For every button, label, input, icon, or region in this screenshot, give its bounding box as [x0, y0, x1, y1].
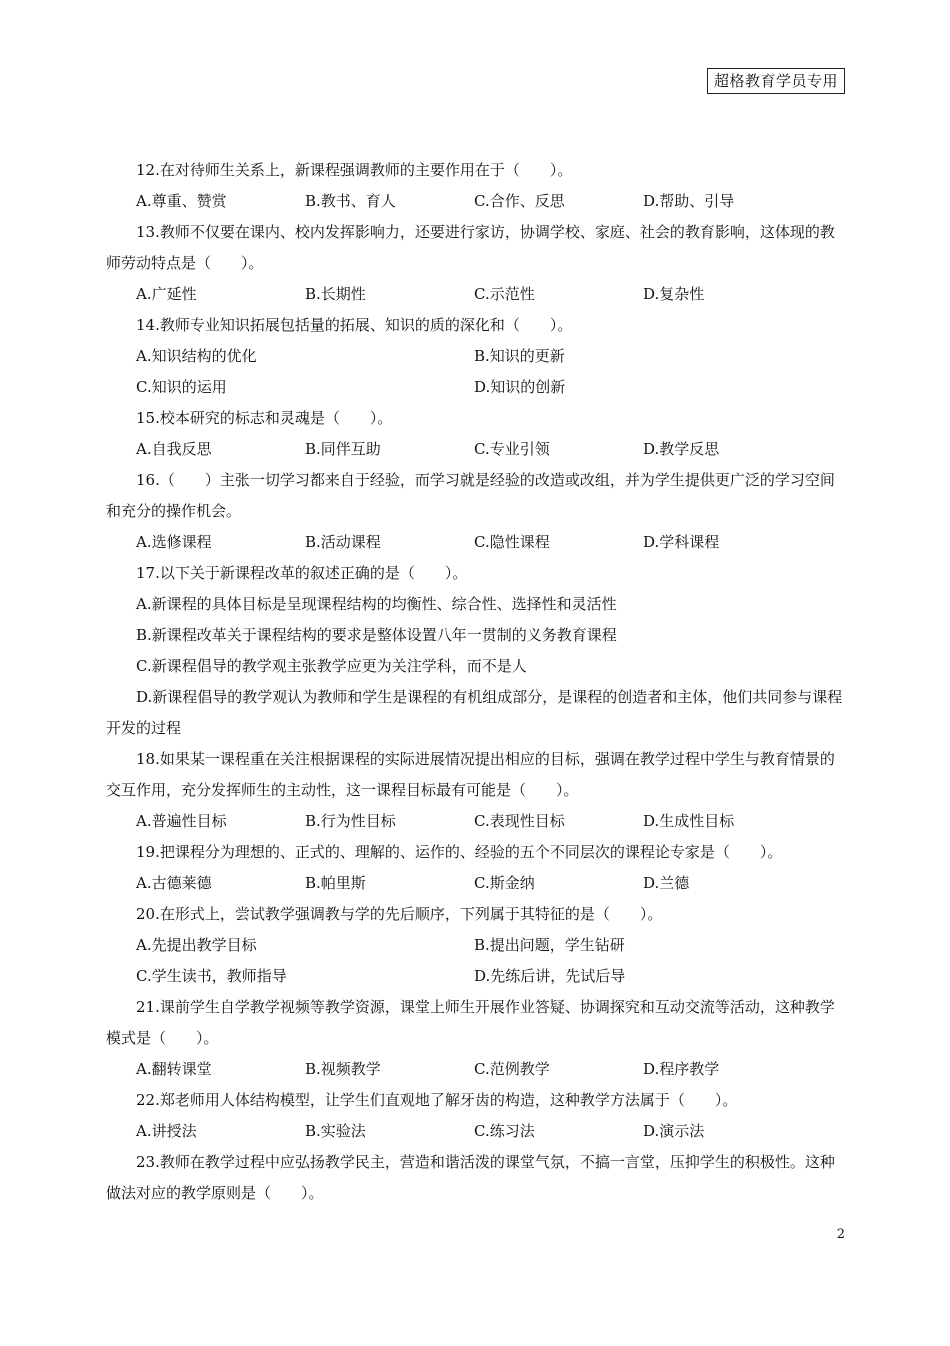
options-22 [136, 1116, 846, 1147]
option-22-c: C.练习法 [474, 1122, 535, 1140]
options-15 [136, 434, 846, 465]
option-15-c: C.专业引领 [474, 440, 550, 458]
option-22-a: A.讲授法 [136, 1122, 197, 1140]
question-23: 23.教师在教学过程中应弘扬教学民主，营造和谐活泼的课堂气氛，不搞一言堂，压抑学生的积极性。这种做法对应的教学原则是（ ）。 [106, 1153, 835, 1202]
option-15-b: B.同伴互助 [305, 440, 381, 458]
option-12-c: C.合作、反思 [474, 192, 565, 210]
question-17: 17.以下关于新课程改革的叙述正确的是（ ）。 [136, 564, 468, 582]
option-13-d: D.复杂性 [643, 285, 705, 303]
option-21-b: B.视频教学 [305, 1060, 381, 1078]
option-14-a: A.知识结构的优化 [136, 347, 257, 365]
option-17-b: B.新课程改革关于课程结构的要求是整体设置八年一贯制的义务教育课程 [136, 626, 617, 644]
option-13-c: C.示范性 [474, 285, 535, 303]
option-20-d: D.先练后讲，先试后导 [474, 967, 626, 985]
question-13: 13.教师不仅要在课内、校内发挥影响力，还要进行家访，协调学校、家庭、社会的教育影响，这体现的教师劳动特点是（ ）。 [106, 223, 835, 272]
option-15-a: A.自我反思 [136, 440, 212, 458]
option-22-b: B.实验法 [305, 1122, 366, 1140]
options-13 [136, 279, 846, 310]
question-12: 12.在对待师生关系上，新课程强调教师的主要作用在于（ ）。 [136, 161, 573, 179]
option-21-a: A.翻转课堂 [136, 1060, 212, 1078]
question-14: 14.教师专业知识拓展包括量的拓展、知识的质的深化和（ ）。 [136, 316, 573, 334]
option-22-d: D.演示法 [643, 1122, 705, 1140]
option-16-a: A.选修课程 [136, 533, 212, 551]
page-number: 2 [836, 1227, 845, 1242]
option-16-b: B.活动课程 [305, 533, 381, 551]
option-19-b: B.帕里斯 [305, 874, 366, 892]
question-20: 20.在形式上，尝试教学强调教与学的先后顺序，下列属于其特征的是（ ）。 [136, 905, 663, 923]
option-19-c: C.斯金纳 [474, 874, 535, 892]
option-13-b: B.长期性 [305, 285, 366, 303]
header-tag: 超格教育学员专用 [707, 68, 845, 94]
option-18-b: B.行为性目标 [305, 812, 396, 830]
options-14-row1 [136, 341, 846, 372]
option-18-a: A.普遍性目标 [136, 812, 227, 830]
option-20-c: C.学生读书，教师指导 [136, 967, 287, 985]
options-16 [136, 527, 846, 558]
option-15-d: D.教学反思 [643, 440, 720, 458]
options-18 [136, 806, 846, 837]
options-12 [136, 186, 846, 217]
option-21-c: C.范例教学 [474, 1060, 550, 1078]
question-19: 19.把课程分为理想的、正式的、理解的、运作的、经验的五个不同层次的课程论专家是（ ）。 [136, 843, 783, 861]
option-13-a: A.广延性 [136, 285, 197, 303]
options-21 [136, 1054, 846, 1085]
option-19-d: D.兰德 [643, 874, 690, 892]
option-16-c: C.隐性课程 [474, 533, 550, 551]
options-20-row1 [136, 930, 846, 961]
question-15: 15.校本研究的标志和灵魂是（ ）。 [136, 409, 393, 427]
option-18-c: C.表现性目标 [474, 812, 565, 830]
option-12-d: D.帮助、引导 [643, 192, 735, 210]
option-14-b: B.知识的更新 [474, 347, 565, 365]
options-19 [136, 868, 846, 899]
options-14-row2 [136, 372, 846, 403]
question-list [106, 155, 846, 1209]
options-20-row2 [136, 961, 846, 992]
option-20-a: A.先提出教学目标 [136, 936, 257, 954]
option-17-d-text: D.新课程倡导的教学观认为教师和学生是课程的有机组成部分，是课程的创造者和主体，他们共同参与课程开发的过程 [106, 688, 843, 737]
option-17-d [106, 682, 846, 744]
option-21-d: D.程序教学 [643, 1060, 720, 1078]
question-16: 16.（ ）主张一切学习都来自于经验，而学习就是经验的改造或改组，并为学生提供更广泛的学习空间和充分的操作机会。 [106, 471, 835, 520]
option-12-b: B.教书、育人 [305, 192, 396, 210]
option-14-d: D.知识的创新 [474, 378, 566, 396]
question-22: 22.郑老师用人体结构模型，让学生们直观地了解牙齿的构造，这种教学方法属于（ ）。 [136, 1091, 738, 1109]
question-21: 21.课前学生自学教学视频等教学资源，课堂上师生开展作业答疑、协调探究和互动交流等活动，这种教学模式是（ ）。 [106, 998, 835, 1047]
option-16-d: D.学科课程 [643, 533, 720, 551]
option-12-a: A.尊重、赞赏 [136, 192, 227, 210]
option-19-a: A.古德莱德 [136, 874, 212, 892]
option-20-b: B.提出问题，学生钻研 [474, 936, 625, 954]
question-18: 18.如果某一课程重在关注根据课程的实际进展情况提出相应的目标，强调在教学过程中学生与教育情景的交互作用，充分发挥师生的主动性，这一课程目标最有可能是（ ）。 [106, 750, 835, 799]
option-17-c: C.新课程倡导的教学观主张教学应更为关注学科，而不是人 [136, 657, 527, 675]
option-14-c: C.知识的运用 [136, 378, 227, 396]
option-17-a: A.新课程的具体目标是呈现课程结构的均衡性、综合性、选择性和灵活性 [136, 595, 617, 613]
option-18-d: D.生成性目标 [643, 812, 735, 830]
